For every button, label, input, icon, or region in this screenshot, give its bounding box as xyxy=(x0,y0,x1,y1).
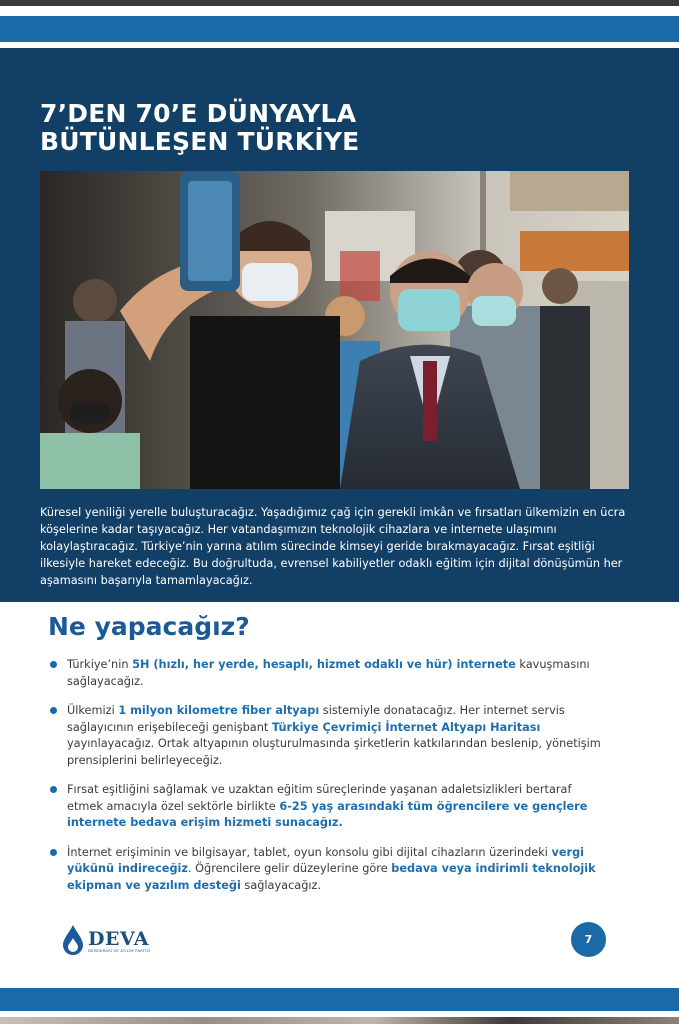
top-grey-stripe xyxy=(0,0,679,6)
page-title xyxy=(40,100,640,156)
bottom-footer-band xyxy=(0,988,679,1024)
top-header-band xyxy=(0,0,679,48)
bullet-dot-icon xyxy=(50,786,57,793)
page-number-badge: 7 xyxy=(571,922,606,957)
bullet-dot-icon xyxy=(50,707,57,714)
logo-wordmark: DEVA xyxy=(88,928,149,950)
logo-tagline: DEMOKRASİ VE ATILIM PARTİSİ xyxy=(88,949,151,953)
deva-logo xyxy=(62,924,172,958)
selfie-crowd-photo xyxy=(40,171,629,489)
page-title-line-1: 7’DEN 70’E DÜNYAYLA xyxy=(40,99,357,128)
list-item: Ülkemizi 1 milyon kilometre fiber altyapı sistemiyle donatacağız. Her internet servis sağlayıcının erişebileceği genişbant Türkiye Çevrimiçi İnternet Altyapı Haritası yayınlayacağız. Ortak altyapının oluşturulmasında şirketlerin katkılarından beslenip, yönetişim prensiplerini belirleyeceğiz. xyxy=(50,703,610,769)
list-item: Türkiye’nin 5H (hızlı, her yerde, hesaplı, hizmet odaklı ve hür) internete kavuşmasını sağlayacağız. xyxy=(50,657,610,690)
page-title-line-2: BÜTÜNLEŞEN TÜRKİYE xyxy=(40,127,360,156)
section-title: Ne yapacağız? xyxy=(48,612,250,641)
list-item: Fırsat eşitliğini sağlamak ve uzaktan eğitim süreçlerinde yaşanan adaletsizlikleri bertaraf etmek amacıyla özel sektörle birlikte 6-25 yaş arasındaki tüm öğrencilere ve gençlere internete bedava erişim hizmeti sunacağız. xyxy=(50,782,610,832)
hero-panel xyxy=(0,48,679,602)
hero-photo xyxy=(40,171,629,489)
top-blue-stripe xyxy=(0,16,679,42)
drop-logo-icon xyxy=(62,924,84,956)
intro-paragraph: Küresel yeniliği yerelle buluşturacağız. Yaşadığımız çağ için gerekli imkân ve fırsatları ülkemizin en ücra köşelerine kadar taşıyacağız. Her vatandaşımızın teknolojik cihazlara ve internete ulaşımını kolaylaştıracağız. Türkiye’nin yarına atılım sürecinde kimseyi geride bırakmayacağız. Fırsat eşitliği ilkesiyle hareket edeceğiz. Bu doğrultuda, evrensel kabiliyetler odaklı eğitim için dijital dönüşümün her aşamasını başarıyla tamamlayacağız. xyxy=(40,506,626,587)
bullet-dot-icon xyxy=(50,849,57,856)
next-page-photo-strip xyxy=(0,1017,679,1024)
list-item: İnternet erişiminin ve bilgisayar, tablet, oyun konsolu gibi dijital cihazların üzerindeki vergi yükünü indireceğiz. Öğrencilere gelir düzeylerine göre bedava veya indirimli teknolojik ekipman ve yazılım desteği sağlayacağız. xyxy=(50,845,610,895)
bullet-dot-icon xyxy=(50,661,57,668)
bottom-blue-stripe xyxy=(0,988,679,1011)
action-list xyxy=(50,657,610,907)
